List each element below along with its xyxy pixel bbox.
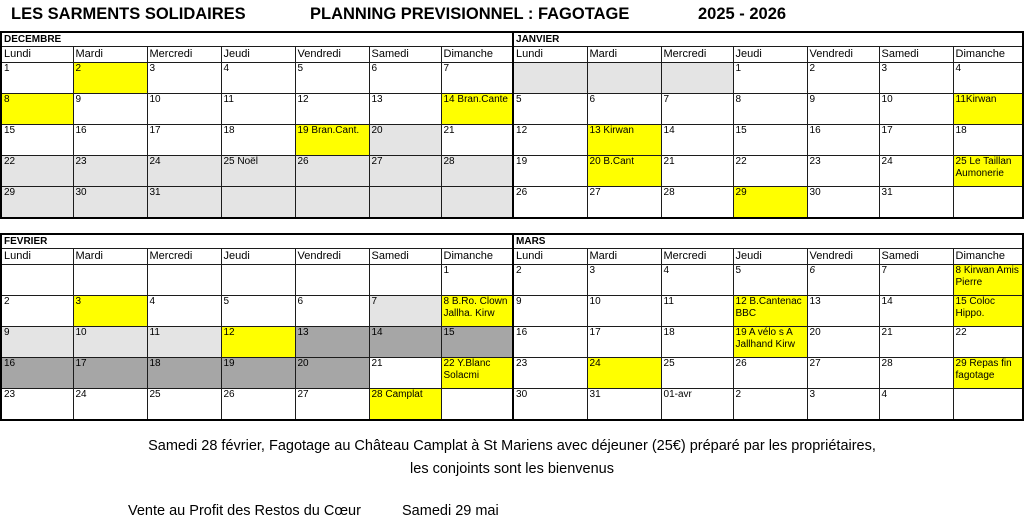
day-cell: 8 Kirwan Amis Pierre (953, 265, 1023, 296)
calendar-february-march (0, 233, 1024, 421)
day-cell: 6 (369, 63, 441, 94)
day-cell: 14 (369, 327, 441, 358)
top-weekday-right-0: Lundi (513, 47, 587, 63)
top-weekday-left-5: Samedi (369, 47, 441, 63)
day-cell: 17 (73, 358, 147, 389)
day-cell (369, 265, 441, 296)
week-row (1, 125, 1023, 156)
day-cell: 23 (1, 389, 73, 420)
day-cell: 31 (879, 187, 953, 218)
day-cell (661, 63, 733, 94)
day-cell: 12 B.Cantenac BBC (733, 296, 807, 327)
day-cell: 16 (807, 125, 879, 156)
day-cell: 13 (295, 327, 369, 358)
day-cell: 29 (1, 187, 73, 218)
day-cell: 15 (733, 125, 807, 156)
top-weekday-left-6: Dimanche (441, 47, 513, 63)
day-cell: 5 (733, 265, 807, 296)
day-cell: 27 (807, 358, 879, 389)
day-cell: 2 (1, 296, 73, 327)
day-cell: 3 (587, 265, 661, 296)
bottom-weekday-right-1: Mardi (587, 249, 661, 265)
plan-title: PLANNING PREVISIONNEL : FAGOTAGE (310, 5, 630, 23)
day-cell: 2 (733, 389, 807, 420)
day-cell (953, 187, 1023, 218)
day-cell: 5 (295, 63, 369, 94)
top-weekday-left-2: Mercredi (147, 47, 221, 63)
day-cell: 3 (879, 63, 953, 94)
day-cell: 3 (147, 63, 221, 94)
day-cell: 2 (73, 63, 147, 94)
day-cell: 9 (807, 94, 879, 125)
day-cell: 28 (661, 187, 733, 218)
day-cell (221, 265, 295, 296)
bottom-weekday-left-6: Dimanche (441, 249, 513, 265)
week-row (1, 156, 1023, 187)
month-label-january: JANVIER (513, 32, 1023, 47)
day-cell: 12 (295, 94, 369, 125)
note-restos-sale-date: Samedi 29 mai (402, 503, 499, 519)
day-cell: 15 (441, 327, 513, 358)
day-cell: 6 (295, 296, 369, 327)
day-cell: 16 (513, 327, 587, 358)
day-cell: 15 Coloc Hippo. (953, 296, 1023, 327)
day-cell: 10 (147, 94, 221, 125)
day-cell: 6 (587, 94, 661, 125)
bottom-weekday-left-0: Lundi (1, 249, 73, 265)
week-row (1, 358, 1023, 389)
day-cell: 9 (1, 327, 73, 358)
day-cell: 25 (661, 358, 733, 389)
day-cell (295, 187, 369, 218)
day-cell: 8 (1, 94, 73, 125)
day-cell: 4 (953, 63, 1023, 94)
day-cell: 21 (879, 327, 953, 358)
day-cell: 20 (807, 327, 879, 358)
day-cell: 7 (879, 265, 953, 296)
day-cell: 3 (73, 296, 147, 327)
day-cell: 31 (147, 187, 221, 218)
day-cell: 4 (879, 389, 953, 420)
day-cell: 28 (879, 358, 953, 389)
day-cell: 9 (513, 296, 587, 327)
bottom-weekday-left-3: Jeudi (221, 249, 295, 265)
day-cell: 19 (221, 358, 295, 389)
day-cell: 26 (513, 187, 587, 218)
note-restos-sale: Vente au Profit des Restos du Cœur (128, 503, 361, 519)
day-cell: 16 (1, 358, 73, 389)
day-cell: 14 Bran.Cante (441, 94, 513, 125)
day-cell: 25 (147, 389, 221, 420)
day-cell: 26 (733, 358, 807, 389)
day-cell: 5 (221, 296, 295, 327)
week-row (1, 265, 1023, 296)
day-cell: 28 Camplat (369, 389, 441, 420)
day-cell (295, 265, 369, 296)
day-cell: 7 (441, 63, 513, 94)
day-cell: 11 (661, 296, 733, 327)
day-cell: 10 (73, 327, 147, 358)
bottom-weekday-right-3: Jeudi (733, 249, 807, 265)
top-weekday-right-2: Mercredi (661, 47, 733, 63)
top-weekday-right-6: Dimanche (953, 47, 1023, 63)
day-cell: 13 Kirwan (587, 125, 661, 156)
top-weekday-right-1: Mardi (587, 47, 661, 63)
day-cell: 9 (73, 94, 147, 125)
day-cell: 19 Bran.Cant. (295, 125, 369, 156)
day-cell: 23 (513, 358, 587, 389)
calendar-december-january (0, 31, 1024, 219)
bottom-weekday-left-5: Samedi (369, 249, 441, 265)
week-row (1, 389, 1023, 420)
day-cell: 21 (661, 156, 733, 187)
day-cell: 27 (295, 389, 369, 420)
day-cell: 16 (73, 125, 147, 156)
bottom-weekday-left-1: Mardi (73, 249, 147, 265)
day-cell: 21 (441, 125, 513, 156)
day-cell: 10 (879, 94, 953, 125)
top-weekday-left-3: Jeudi (221, 47, 295, 63)
bottom-weekday-right-0: Lundi (513, 249, 587, 265)
day-cell: 2 (807, 63, 879, 94)
day-cell: 13 (369, 94, 441, 125)
day-cell: 23 (807, 156, 879, 187)
week-row (1, 296, 1023, 327)
bottom-weekday-right-5: Samedi (879, 249, 953, 265)
day-cell: 1 (1, 63, 73, 94)
day-cell: 24 (147, 156, 221, 187)
day-cell (441, 389, 513, 420)
month-label-february: FEVRIER (1, 234, 513, 249)
day-cell: 11Kirwan (953, 94, 1023, 125)
day-cell: 25 Noël (221, 156, 295, 187)
season-title: 2025 - 2026 (698, 5, 787, 23)
bottom-weekday-right-2: Mercredi (661, 249, 733, 265)
day-cell: 30 (73, 187, 147, 218)
day-cell: 27 (587, 187, 661, 218)
note-camplat-lunch: Samedi 28 février, Fagotage au Château Camplat à St Mariens avec déjeuner (25€) préparé par les propriétaires, (148, 438, 876, 454)
week-row (1, 327, 1023, 358)
bottom-weekday-left-4: Vendredi (295, 249, 369, 265)
org-title: LES SARMENTS SOLIDAIRES (11, 5, 246, 23)
day-cell: 4 (147, 296, 221, 327)
day-cell: 7 (369, 296, 441, 327)
week-row (1, 63, 1023, 94)
day-cell: 12 (513, 125, 587, 156)
day-cell: 21 (369, 358, 441, 389)
day-cell: 5 (513, 94, 587, 125)
note-spouses-welcome: les conjoints sont les bienvenus (410, 461, 614, 477)
day-cell: 20 (369, 125, 441, 156)
day-cell: 3 (807, 389, 879, 420)
day-cell: 6 (807, 265, 879, 296)
day-cell: 11 (221, 94, 295, 125)
day-cell: 24 (879, 156, 953, 187)
day-cell: 1 (441, 265, 513, 296)
month-label-march: MARS (513, 234, 1023, 249)
month-label-december: DECEMBRE (1, 32, 513, 47)
day-cell: 17 (879, 125, 953, 156)
day-cell: 01-avr (661, 389, 733, 420)
day-cell: 15 (1, 125, 73, 156)
day-cell: 14 (661, 125, 733, 156)
day-cell: 29 (733, 187, 807, 218)
day-cell (73, 265, 147, 296)
top-weekday-left-4: Vendredi (295, 47, 369, 63)
day-cell: 24 (73, 389, 147, 420)
day-cell: 8 (733, 94, 807, 125)
bottom-weekday-right-6: Dimanche (953, 249, 1023, 265)
day-cell: 10 (587, 296, 661, 327)
day-cell: 19 (513, 156, 587, 187)
day-cell: 30 (807, 187, 879, 218)
day-cell: 26 (295, 156, 369, 187)
day-cell (369, 187, 441, 218)
day-cell: 13 (807, 296, 879, 327)
bottom-weekday-left-2: Mercredi (147, 249, 221, 265)
day-cell: 14 (879, 296, 953, 327)
top-weekday-left-0: Lundi (1, 47, 73, 63)
day-cell (441, 187, 513, 218)
day-cell: 23 (73, 156, 147, 187)
day-cell: 22 (1, 156, 73, 187)
day-cell: 22 (733, 156, 807, 187)
day-cell: 20 (295, 358, 369, 389)
day-cell: 19 A vélo s A Jallhand Kirw (733, 327, 807, 358)
week-row (1, 187, 1023, 218)
day-cell: 18 (147, 358, 221, 389)
day-cell: 26 (221, 389, 295, 420)
week-row (1, 94, 1023, 125)
day-cell (953, 389, 1023, 420)
day-cell: 11 (147, 327, 221, 358)
top-weekday-right-4: Vendredi (807, 47, 879, 63)
day-cell: 17 (587, 327, 661, 358)
day-cell: 20 B.Cant (587, 156, 661, 187)
day-cell (1, 265, 73, 296)
top-weekday-left-1: Mardi (73, 47, 147, 63)
day-cell: 31 (587, 389, 661, 420)
day-cell: 1 (733, 63, 807, 94)
day-cell: 2 (513, 265, 587, 296)
day-cell: 22 Y.Blanc Solacmi (441, 358, 513, 389)
day-cell: 4 (661, 265, 733, 296)
day-cell: 30 (513, 389, 587, 420)
day-cell (147, 265, 221, 296)
day-cell (587, 63, 661, 94)
day-cell: 7 (661, 94, 733, 125)
day-cell: 18 (953, 125, 1023, 156)
day-cell: 18 (661, 327, 733, 358)
day-cell: 17 (147, 125, 221, 156)
day-cell (221, 187, 295, 218)
day-cell: 28 (441, 156, 513, 187)
day-cell: 27 (369, 156, 441, 187)
day-cell: 22 (953, 327, 1023, 358)
top-weekday-right-5: Samedi (879, 47, 953, 63)
day-cell: 24 (587, 358, 661, 389)
day-cell: 29 Repas fin fagotage (953, 358, 1023, 389)
day-cell: 12 (221, 327, 295, 358)
day-cell: 25 Le Taillan Aumonerie (953, 156, 1023, 187)
day-cell: 8 B.Ro. Clown Jallha. Kirw (441, 296, 513, 327)
day-cell: 4 (221, 63, 295, 94)
bottom-weekday-right-4: Vendredi (807, 249, 879, 265)
day-cell (513, 63, 587, 94)
top-weekday-right-3: Jeudi (733, 47, 807, 63)
day-cell: 18 (221, 125, 295, 156)
